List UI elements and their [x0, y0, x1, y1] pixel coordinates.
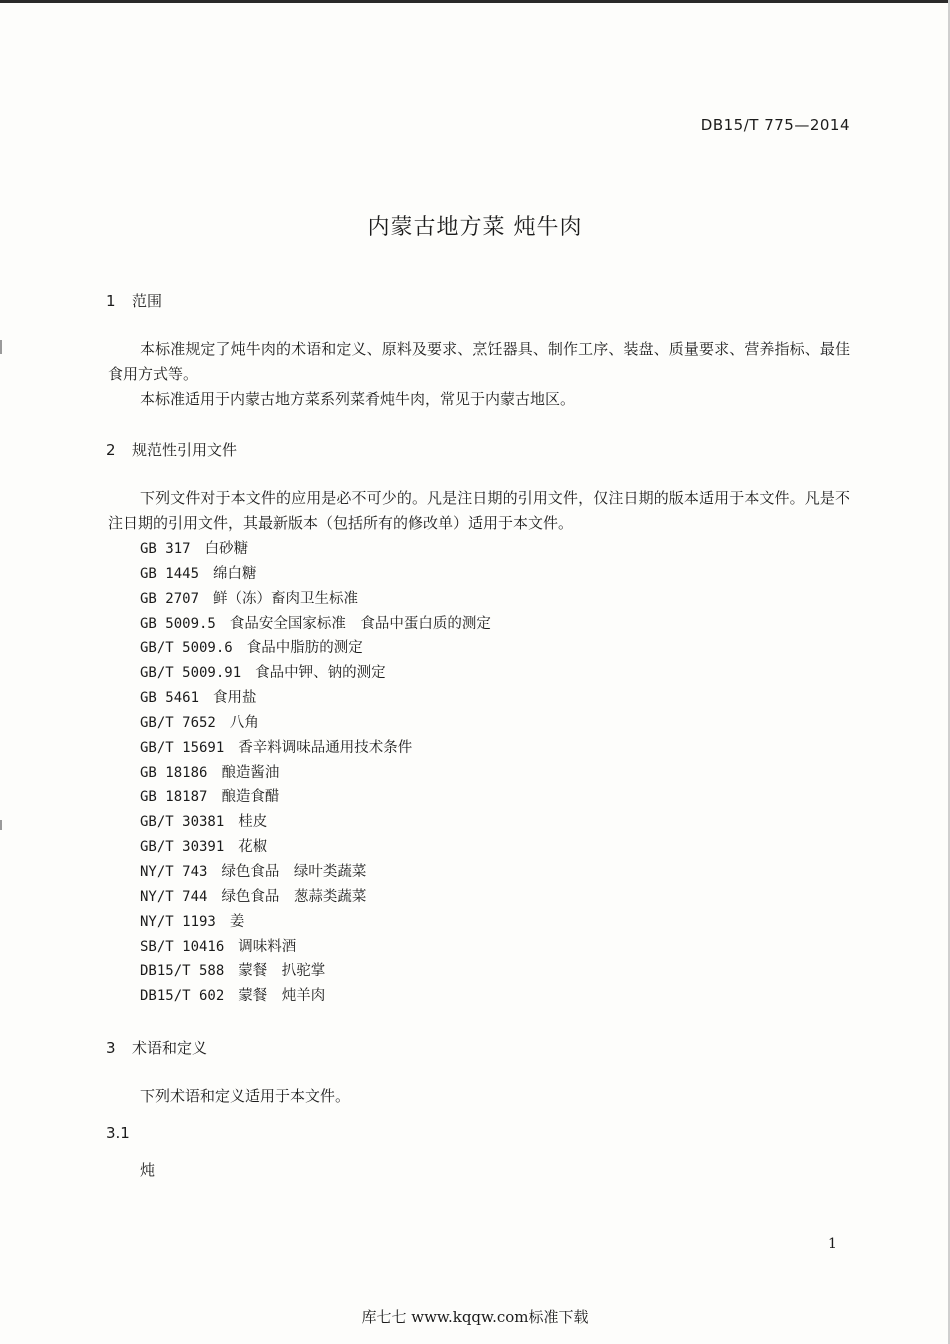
document-title: 内蒙古地方菜 炖牛肉 — [367, 215, 583, 240]
references-intro: 下列文件对于本文件的应用是必不可少的。凡是注日期的引用文件，仅注日期的版本适用于本文件。凡是不注日期的引用文件，其最新版本（包括所有的修改单）适用于本文件。 — [108, 489, 850, 532]
scan-top-edge — [0, 0, 950, 3]
reference-item — [140, 835, 491, 860]
reference-name: 桂皮 — [238, 814, 268, 831]
reference-name: 鲜（冻）畜肉卫生标准 — [213, 590, 359, 607]
scope-paragraph-2: 本标准适用于内蒙古地方菜系列菜肴炖牛肉，常见于内蒙古地区。 — [140, 390, 576, 408]
scope-paragraph-1: 本标准规定了炖牛肉的术语和定义、原料及要求、烹饪器具、制作工序、装盘、质量要求、营养指标、最佳食用方式等。 — [108, 340, 850, 383]
reference-code: NY/T 743 — [140, 863, 208, 880]
reference-code: GB 2707 — [140, 590, 200, 607]
reference-name: 酿造食醋 — [221, 789, 280, 806]
reference-item — [140, 537, 491, 562]
reference-code: GB/T 5009.91 — [140, 665, 242, 682]
reference-item — [140, 736, 491, 761]
reference-name: 香辛料调味品通用技术条件 — [238, 739, 413, 756]
reference-item — [140, 810, 491, 835]
reference-name: 八角 — [229, 714, 259, 731]
reference-item — [140, 686, 491, 711]
section-heading-references — [106, 439, 237, 460]
section-title: 术语和定义 — [132, 1039, 208, 1057]
binding-mark — [0, 820, 2, 830]
reference-item — [140, 959, 491, 984]
subsection-number: 3.1 — [106, 1124, 130, 1142]
reference-list — [140, 537, 491, 1009]
reference-code: GB/T 15691 — [140, 739, 225, 756]
reference-code: SB/T 10416 — [140, 938, 225, 955]
section-title: 范围 — [132, 292, 163, 310]
reference-name: 食品中钾、钠的测定 — [255, 665, 386, 682]
reference-code: GB 18186 — [140, 764, 208, 781]
reference-code: NY/T 1193 — [140, 913, 216, 930]
reference-name: 姜 — [229, 913, 245, 930]
reference-code: NY/T 744 — [140, 888, 208, 905]
reference-code: GB 18187 — [140, 789, 208, 806]
reference-name: 绿色食品 绿叶类蔬菜 — [221, 863, 367, 880]
binding-mark — [0, 340, 2, 354]
reference-name: 绵白糖 — [213, 565, 257, 582]
section-title: 规范性引用文件 — [132, 441, 238, 459]
reference-item — [140, 885, 491, 910]
reference-code: GB 5009.5 — [140, 615, 216, 632]
reference-item — [140, 910, 491, 935]
reference-code: GB/T 30381 — [140, 814, 225, 831]
reference-item — [140, 612, 491, 637]
reference-code: GB 1445 — [140, 565, 200, 582]
reference-name: 蒙餐 炖羊肉 — [238, 988, 326, 1005]
reference-code: DB15/T 588 — [140, 963, 225, 980]
section-heading-terms — [106, 1037, 207, 1058]
reference-code: GB/T 5009.6 — [140, 640, 233, 657]
reference-item — [140, 636, 491, 661]
terms-intro: 下列术语和定义适用于本文件。 — [140, 1087, 351, 1105]
reference-item — [140, 711, 491, 736]
reference-item — [140, 785, 491, 810]
reference-code: GB/T 7652 — [140, 714, 216, 731]
page-number: 1 — [828, 1236, 837, 1252]
reference-name: 蒙餐 扒驼掌 — [238, 963, 326, 980]
reference-item — [140, 587, 491, 612]
reference-item — [140, 935, 491, 960]
section-number: 3 — [106, 1039, 116, 1057]
section-heading-scope — [106, 290, 162, 311]
reference-item — [140, 761, 491, 786]
reference-item — [140, 562, 491, 587]
reference-code: GB/T 30391 — [140, 839, 225, 856]
reference-item — [140, 860, 491, 885]
reference-name: 酿造酱油 — [221, 764, 280, 781]
footer-watermark: 库七七 www.kqqw.com标准下载 — [361, 1308, 589, 1326]
reference-name: 绿色食品 葱蒜类蔬菜 — [221, 888, 367, 905]
reference-name: 调味料酒 — [238, 938, 297, 955]
section-number: 1 — [106, 292, 116, 310]
reference-name: 白砂糖 — [204, 541, 249, 557]
reference-name: 食用盐 — [213, 690, 257, 707]
reference-item — [140, 984, 491, 1009]
term-name: 炖 — [140, 1161, 156, 1179]
section-number: 2 — [106, 441, 116, 459]
reference-code: GB 317 — [140, 541, 191, 557]
reference-code: GB 5461 — [140, 690, 200, 707]
reference-item — [140, 661, 491, 686]
reference-name: 食品安全国家标准 食品中蛋白质的测定 — [229, 615, 491, 632]
reference-code: DB15/T 602 — [140, 988, 225, 1005]
reference-name: 食品中脂肪的测定 — [246, 640, 363, 657]
standard-number: DB15/T 775—2014 — [700, 116, 850, 134]
reference-name: 花椒 — [238, 839, 268, 856]
